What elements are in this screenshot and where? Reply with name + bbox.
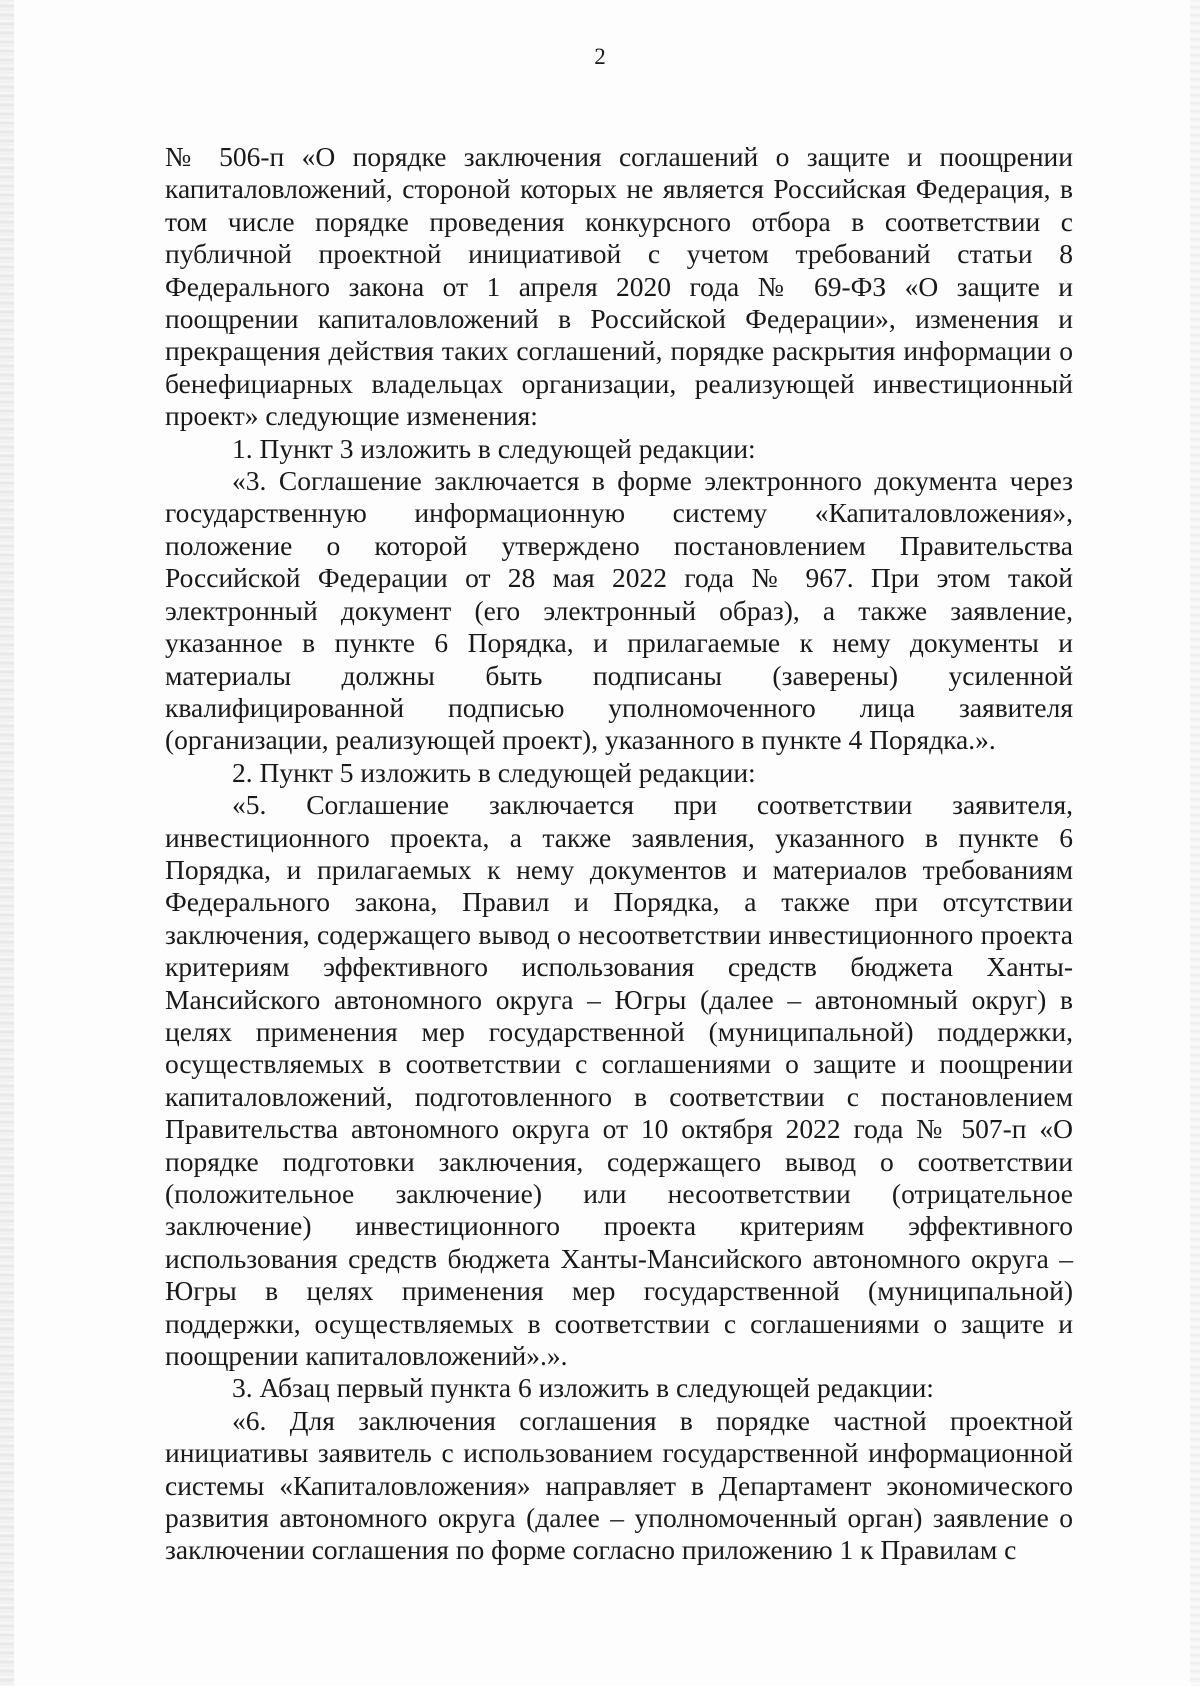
paragraph-intro-continuation: № 506-п «О порядке заключения соглашений о защите и поощрении капиталовложений, стороной которых не является Российская Федерация, в том числе порядке проведения конкурсного отбора в соответствии с публичной проектной инициативой с учетом требований статьи 8 Федерального закона от 1 апреля 2020 года № 69-ФЗ «О защите и поощрении капиталовложений в Российской Федерации», изменения и прекращения действия таких соглашений, порядке раскрытия информации о бенефициарных владельцах организации, реализующей инвестиционный проект» следующие изменения: bbox=[165, 141, 1073, 432]
paragraph-item-3: 3. Абзац первый пункта 6 изложить в следующей редакции: bbox=[232, 1372, 934, 1404]
paragraph-clause-6: «6. Для заключения соглашения в порядке частной проектной инициативы заявитель с использованием государственной информационной системы «Капиталовложения» направляет в Департамент экономического развития автономного округа (далее – уполномоченный орган) заявление о заключении соглашения по форме согласно приложению 1 к Правилам с bbox=[165, 1404, 1073, 1566]
document-body bbox=[165, 141, 1073, 1567]
paragraph-clause-5: «5. Соглашение заключается при соответствии заявителя, инвестиционного проекта, а также заявления, указанного в пункте 6 Порядка, и прилагаемых к нему документов и материалов требованиям Федерального закона, Правил и Порядка, а также при отсутствии заключения, содержащего вывод о несоответствии инвестиционного проекта критериям эффективного использования средств бюджета Ханты-Мансийского автономного округа – Югры (далее – автономный округ) в целях применения мер государственной (муниципальной) поддержки, осуществляемых в соответствии с соглашениями о защите и поощрении капиталовложений, подготовленного в соответствии с постановлением Правительства автономного округа от 10 октября 2022 года № 507-п «О порядке подготовки заключения, содержащего вывод о соответствии (положительное заключение) или несоответствии (отрицательное заключение) инвестиционного проекта критериям эффективного использования средств бюджета Ханты-Мансийского автономного округа – Югры в целях применения мер государственной (муниципальной) поддержки, осуществляемых в соответствии с соглашениями о защите и поощрении капиталовложений».». bbox=[165, 789, 1073, 1372]
page-number: 2 bbox=[594, 44, 606, 69]
paragraph-clause-3: «3. Соглашение заключается в форме электронного документа через государственную информационную систему «Капиталовложения», положение о которой утверждено постановлением Правительства Российской Федерации от 28 мая 2022 года № 967. При этом такой электронный документ (его электронный образ), а также заявление, указанное в пункте 6 Порядка, и прилагаемые к нему документы и материалы должны быть подписаны (заверены) усиленной квалифицированной подписью уполномоченного лица заявителя (организации, реализующей проект), указанного в пункте 4 Порядка.». bbox=[165, 465, 1073, 756]
paragraph-item-1: 1. Пункт 3 изложить в следующей редакции: bbox=[232, 432, 756, 464]
paragraph-item-2: 2. Пункт 5 изложить в следующей редакции: bbox=[232, 756, 756, 788]
scan-edge-left bbox=[0, 0, 14, 1686]
scan-edge-right bbox=[1190, 0, 1200, 1686]
